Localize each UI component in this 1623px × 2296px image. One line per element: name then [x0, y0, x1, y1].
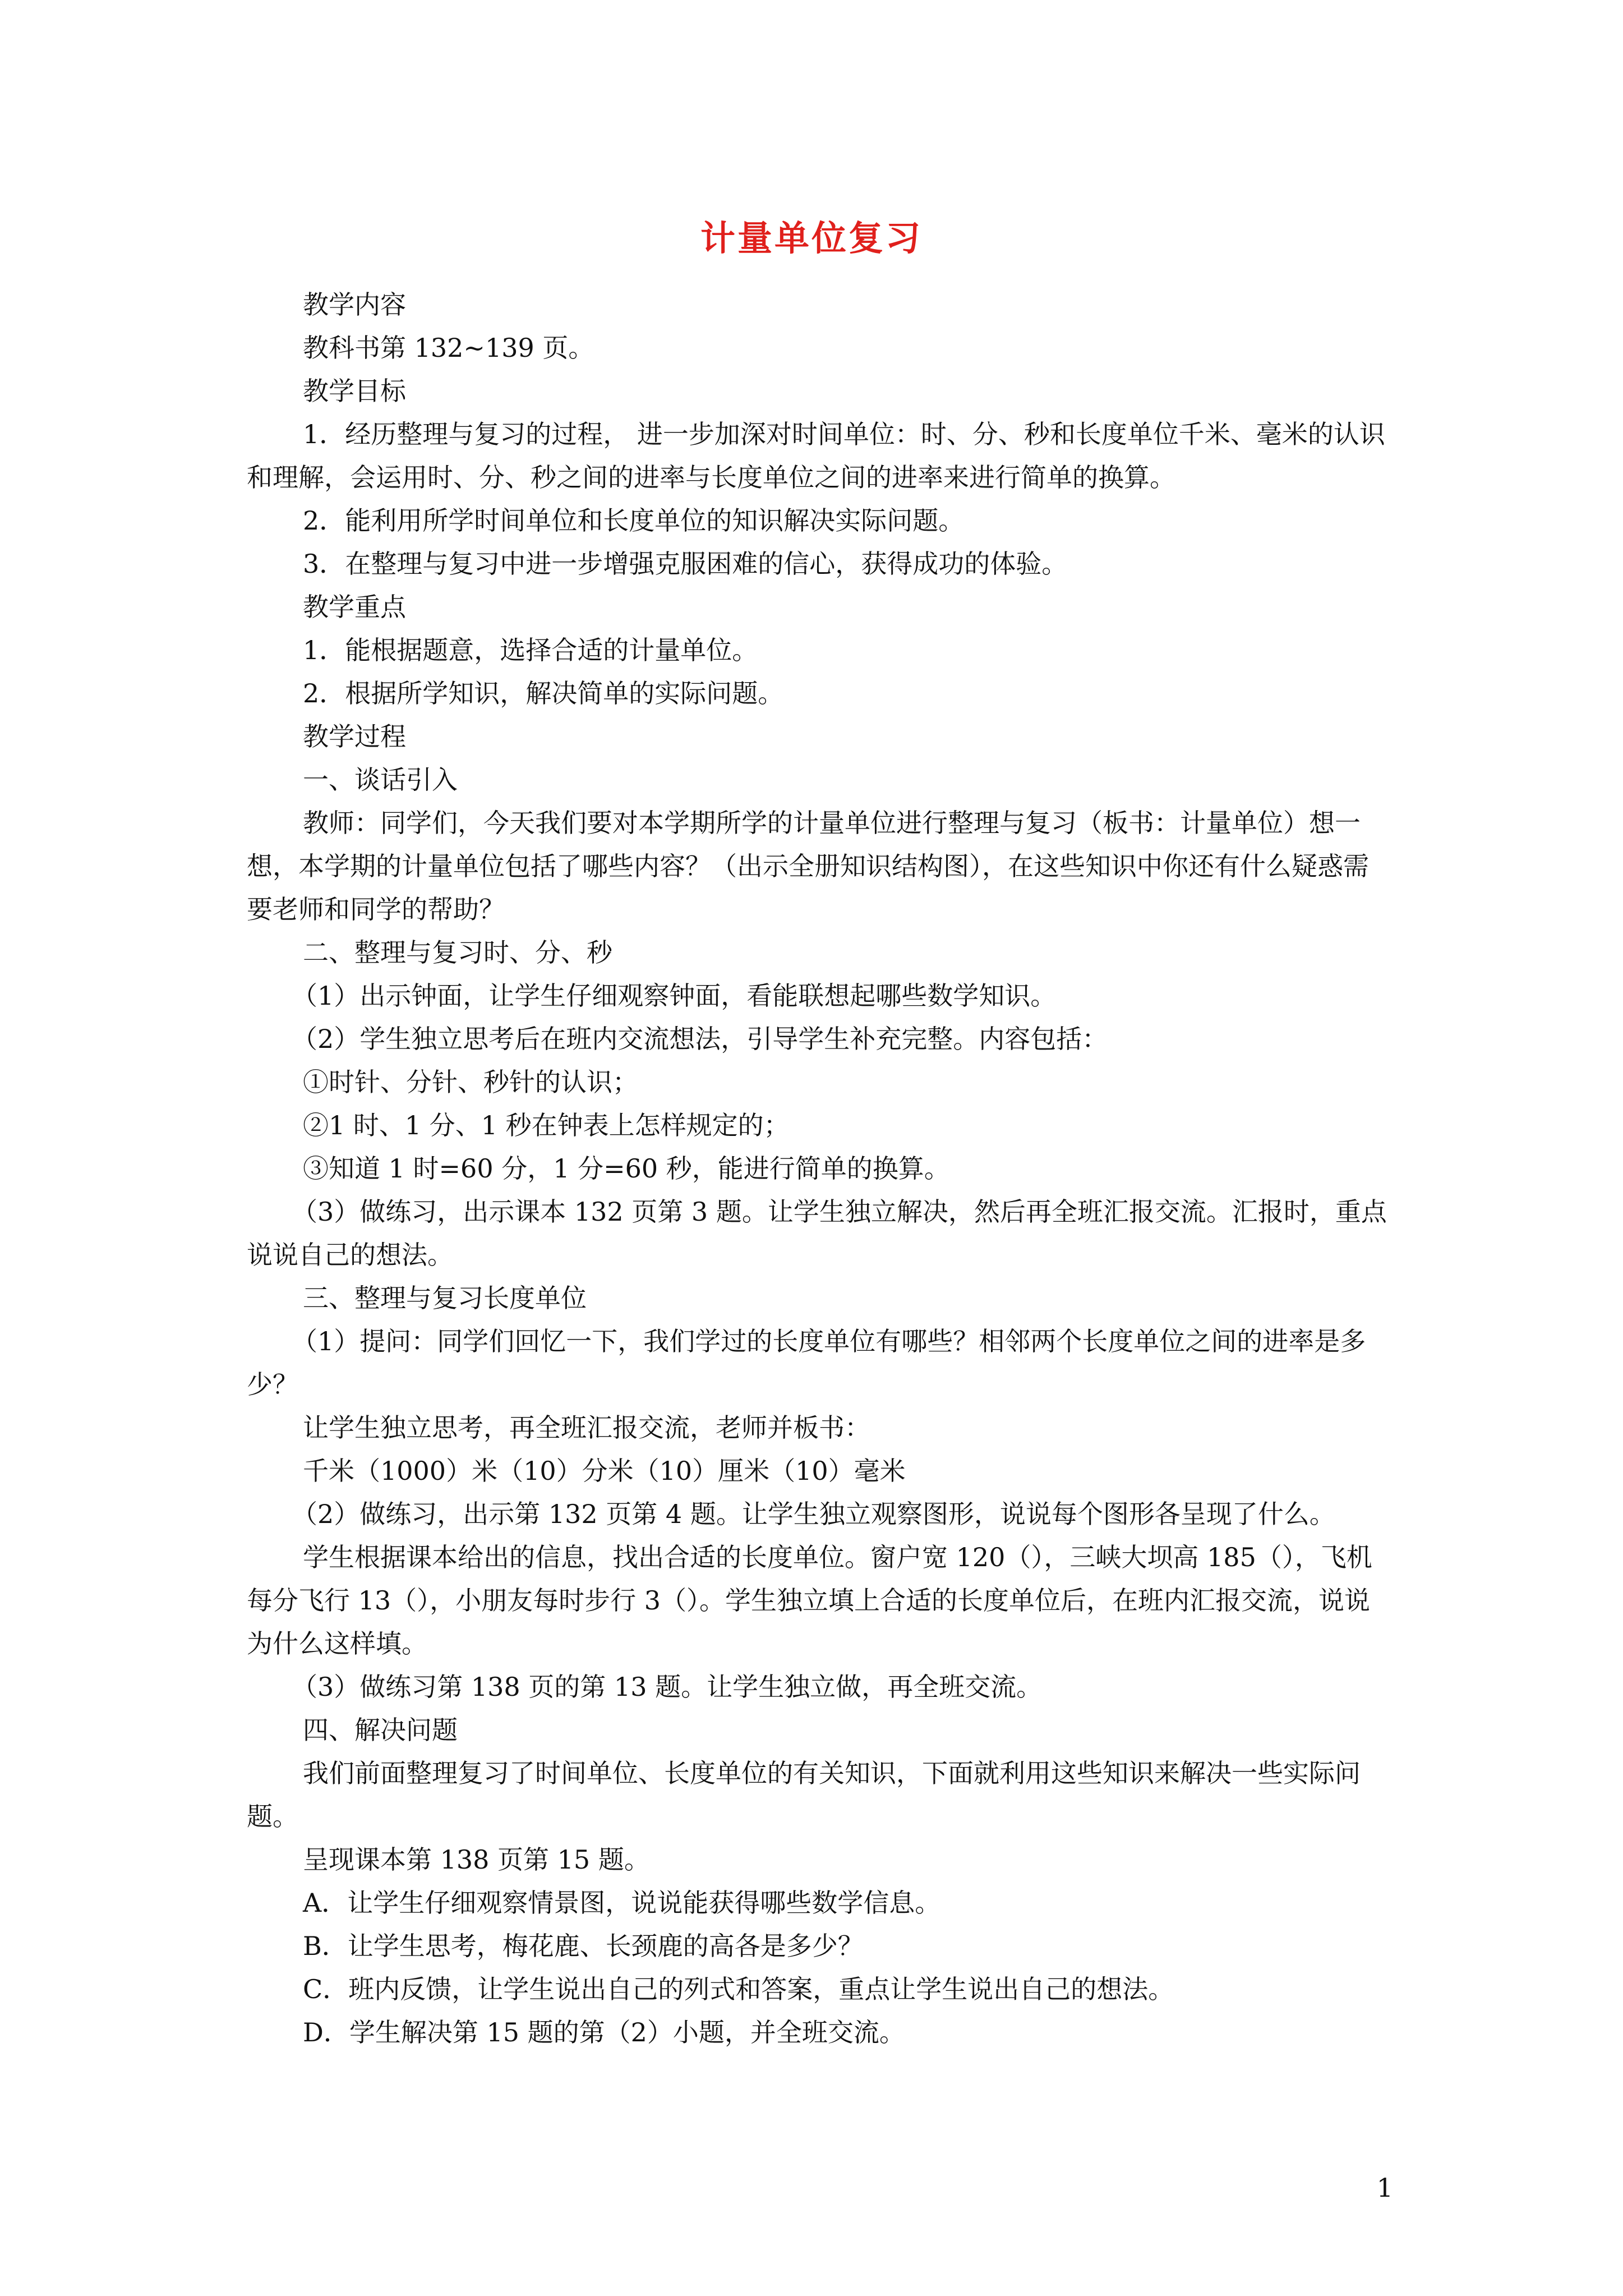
paragraph: 教学内容: [303, 289, 406, 320]
paragraph: ②1 时、1 分、1 秒在钟表上怎样规定的；: [303, 1110, 790, 1140]
paragraph: D．学生解决第 15 题的第（2）小题，并全班交流。: [303, 2017, 905, 2047]
paragraph: 2．能利用所学时间单位和长度单位的知识解决实际问题。: [303, 505, 965, 536]
paragraph: 教学重点: [303, 592, 406, 622]
paragraph: 我们前面整理复习了时间单位、长度单位的有关知识，下面就利用这些知识来解决一些实际问题。: [247, 1758, 1361, 1832]
paragraph: （2）做练习，出示第 132 页第 4 题。让学生独立观察图形，说说每个图形各呈现了什么。: [292, 1499, 1335, 1529]
paragraph: （1）出示钟面，让学生仔细观察钟面，看能联想起哪些数学知识。: [292, 981, 1057, 1011]
paragraph: 二、整理与复习时、分、秒: [303, 937, 612, 968]
paragraph: 四、解决问题: [303, 1715, 458, 1745]
paragraph: ③知道 1 时=60 分，1 分=60 秒，能进行简单的换算。: [303, 1153, 950, 1184]
document-body: [247, 283, 1391, 2054]
paragraph: 三、整理与复习长度单位: [303, 1283, 587, 1313]
paragraph: B．让学生思考，梅花鹿、长颈鹿的高各是多少？: [303, 1931, 864, 1961]
paragraph: 2．根据所学知识，解决简单的实际问题。: [303, 678, 784, 708]
paragraph: （1）提问：同学们回忆一下，我们学过的长度单位有哪些？相邻两个长度单位之间的进率是多少？: [247, 1326, 1366, 1400]
paragraph: 教师：同学们，今天我们要对本学期所学的计量单位进行整理与复习（板书：计量单位）想一想，本学期的计量单位包括了哪些内容？（出示全册知识结构图），在这些知识中你还有什么疑惑需要老师和同学的帮助？: [247, 808, 1369, 924]
paragraph: 教学过程: [303, 721, 406, 752]
paragraph: 千米（1000）米（10）分米（10）厘米（10）毫米: [303, 1456, 906, 1486]
paragraph: 一、谈话引入: [303, 765, 458, 795]
paragraph: （2）学生独立思考后在班内交流想法，引导学生补充完整。内容包括：: [292, 1024, 1108, 1054]
paragraph: 3．在整理与复习中进一步增强克服困难的信心，获得成功的体验。: [303, 549, 1068, 579]
paragraph: （3）做练习第 138 页的第 13 题。让学生独立做，再全班交流。: [292, 1672, 1043, 1702]
paragraph: 1．能根据题意，选择合适的计量单位。: [303, 635, 758, 665]
paragraph: C．班内反馈，让学生说出自己的列式和答案，重点让学生说出自己的想法。: [303, 1974, 1174, 2004]
paragraph: 让学生独立思考，再全班汇报交流，老师并板书：: [303, 1412, 870, 1443]
paragraph: （3）做练习，出示课本 132 页第 3 题。让学生独立解决，然后再全班汇报交流。汇报时，重点说说自己的想法。: [247, 1197, 1387, 1270]
page-number: 1: [1376, 2173, 1393, 2203]
page-title: 计量单位复习: [700, 218, 923, 259]
paragraph: 教学目标: [303, 376, 406, 406]
paragraph: 呈现课本第 138 页第 15 题。: [303, 1844, 650, 1875]
paragraph: 教科书第 132~139 页。: [303, 333, 594, 363]
paragraph: 学生根据课本给出的信息，找出合适的长度单位。窗户宽 120（），三峡大坝高 185（），飞机每分飞行 13（），小朋友每时步行 3（）。学生独立填上合适的长度单位后，在班内汇报交流，说说为什么这样填。: [247, 1542, 1372, 1659]
paragraph: 1．经历整理与复习的过程， 进一步加深对时间单位：时、分、秒和长度单位千米、毫米的认识和理解，会运用时、分、秒之间的进率与长度单位之间的进率来进行简单的换算。: [247, 419, 1385, 493]
paragraph: ①时针、分针、秒针的认识；: [303, 1067, 638, 1097]
paragraph: A．让学生仔细观察情景图，说说能获得哪些数学信息。: [303, 1888, 941, 1918]
